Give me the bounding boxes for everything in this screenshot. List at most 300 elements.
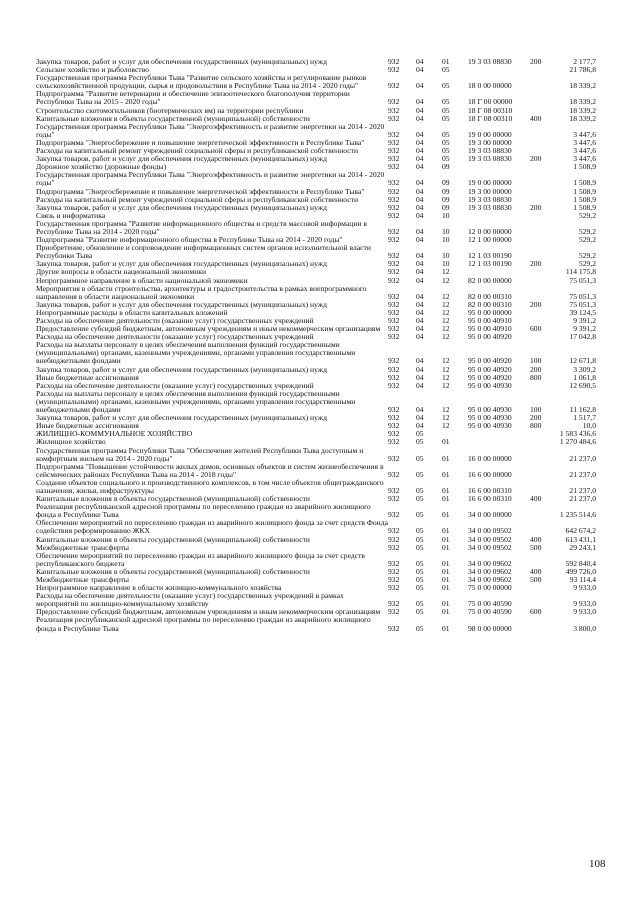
- row-name: Связь и информатика: [36, 210, 106, 220]
- row-expense-type: 800: [530, 421, 542, 431]
- row-amount: 18 339,2: [569, 105, 596, 115]
- row-target-article: 82 0 00 00310: [468, 299, 512, 309]
- row-admin-code: 932: [388, 526, 400, 536]
- row-name: Строительство скотомогильников (биотермических ям) на территории республики: [36, 105, 304, 115]
- row-subsection-code: 12: [442, 316, 450, 325]
- row-amount: 39 124,5: [569, 307, 596, 317]
- row-admin-code: 932: [388, 307, 400, 317]
- row-amount: 114 175,8: [565, 267, 596, 277]
- row-name: Расходы на капитальный ремонт учреждений социальной сферы и республиканской собственности: [36, 194, 359, 204]
- row-expense-type: [530, 519, 554, 535]
- page-number: 108: [589, 858, 606, 870]
- row-name: Капитальные вложения в объекты государственной (муниципальной) собственности: [36, 494, 310, 504]
- row-amount: 3 447,6: [573, 137, 596, 147]
- row-expense-type: [530, 163, 554, 171]
- row-amount: 1 508,9: [573, 162, 596, 172]
- row-admin-code: 932: [388, 299, 400, 309]
- row-target-article: 18 Г 08 00310: [468, 105, 513, 115]
- row-section-code: 04: [416, 364, 424, 374]
- row-target-article: 19 0 00 00000: [468, 178, 512, 188]
- row-name: Реализация республиканской адресной программы по переселению граждан из аварийного жилищного фонда в Республике Тыва: [36, 502, 371, 520]
- row-name: Закупка товаров, работ и услуг для обеспечения государственных (муниципальных) нужд: [36, 413, 327, 423]
- row-subsection-code: 01: [442, 494, 450, 504]
- row-amount: 1 235 514,6: [559, 510, 596, 520]
- row-subsection-code: 12: [442, 275, 450, 285]
- row-admin-code: 932: [388, 291, 400, 301]
- row-admin-code: 932: [388, 332, 400, 342]
- row-target-article: 34 0 00 09502: [468, 534, 512, 544]
- row-admin-code: 932: [388, 186, 400, 196]
- row-subsection-code: 12: [442, 380, 450, 390]
- row-name: Реализация республиканской адресной программы по переселению граждан из аварийного жилищного фонда в Республике Тыва: [36, 615, 371, 633]
- row-amount: 529,2: [578, 251, 596, 261]
- row-subsection-code: 12: [442, 307, 450, 317]
- row-target-article: 12 1 03 00190: [468, 259, 512, 269]
- row-expense-type: 200: [530, 202, 542, 212]
- row-subsection-code: 12: [442, 324, 450, 334]
- row-amount: 21 237,0: [569, 494, 596, 504]
- row-expense-type: [530, 447, 554, 463]
- row-expense-type: [530, 171, 554, 187]
- row-name: Закупка товаров, работ и услуг для обеспечения государственных (муниципальных) нужд: [36, 364, 327, 374]
- row-expense-type: [530, 90, 554, 106]
- row-expense-type: [530, 74, 554, 90]
- row-amount: 9 933,0: [573, 583, 596, 593]
- row-subsection-code: 12: [442, 421, 450, 431]
- row-target-article: 19 3 03 08830: [468, 194, 512, 204]
- row-expense-type: [530, 584, 554, 592]
- row-name: Расходы на обеспечение деятельности (оказание услуг) государственных учреждений: [36, 332, 314, 342]
- table-row: [36, 90, 596, 106]
- row-target-article: [468, 163, 530, 171]
- row-expense-type: 200: [530, 57, 542, 66]
- row-admin-code: 932: [388, 534, 400, 544]
- row-subsection-code: 05: [442, 146, 450, 156]
- row-subsection-code: 05: [442, 97, 450, 107]
- row-admin-code: 932: [388, 494, 400, 504]
- row-subsection-code: 05: [442, 137, 450, 147]
- row-section-code: 05: [416, 453, 424, 463]
- row-expense-type: [530, 285, 554, 301]
- row-section-code: 04: [416, 259, 424, 269]
- row-amount: 529,2: [578, 210, 596, 220]
- row-amount: 17 042,8: [569, 332, 596, 342]
- row-admin-code: 932: [388, 413, 400, 423]
- row-name: Расходы на капитальный ремонт учреждений социальной сферы и республиканской собственности: [36, 146, 359, 156]
- row-name: Непрограммное направление в области национальной экономики: [36, 275, 248, 285]
- row-amount: 1 517,7: [573, 413, 596, 423]
- row-subsection-code: 01: [442, 57, 450, 66]
- row-admin-code: 932: [388, 372, 400, 382]
- row-name: Предоставление субсидий бюджетным, автономным учреждениям и иным некоммерческим организациям: [36, 607, 381, 617]
- row-section-code: 05: [416, 510, 424, 520]
- row-section-code: 04: [416, 251, 424, 261]
- row-section-code: 04: [416, 307, 424, 317]
- row-amount: 21 786,8: [569, 65, 596, 75]
- row-section-code: 04: [416, 113, 424, 123]
- row-section-code: 05: [416, 566, 424, 576]
- row-name: Приобретение, обновление и сопровождение информационных систем органов исполнительной власти Республики Тыва: [36, 243, 371, 261]
- row-subsection-code: 01: [442, 437, 450, 447]
- row-amount: 21 237,0: [569, 469, 596, 479]
- row-amount: 18 339,2: [569, 97, 596, 107]
- row-name: Закупка товаров, работ и услуг для обеспечения государственных (муниципальных) нужд: [36, 57, 327, 66]
- row-admin-code: 932: [388, 583, 400, 593]
- row-admin-code: 932: [388, 599, 400, 609]
- row-admin-code: 932: [388, 316, 400, 325]
- row-section-code: 05: [416, 429, 424, 439]
- row-target-article: 75 0 00 40590: [468, 607, 512, 617]
- row-amount: 1 508,9: [573, 194, 596, 204]
- row-amount: 499 726,0: [565, 566, 596, 576]
- row-name: Закупка товаров, работ и услуг для обеспечения государственных (муниципальных) нужд: [36, 259, 327, 269]
- row-target-article: 95 0 00 00000: [468, 307, 512, 317]
- row-admin-code: 932: [388, 105, 400, 115]
- row-name: Расходы на выплаты персоналу в целях обеспечения выполнения функций государственными (муниципальными) органами, казенными учреждениями, органами управления государственными внебюджетными фондами: [36, 340, 356, 366]
- row-expense-type: 600: [530, 324, 542, 334]
- row-expense-type: 200: [530, 413, 542, 423]
- row-expense-type: 100: [530, 356, 542, 366]
- row-admin-code: 932: [388, 485, 400, 495]
- row-admin-code: 932: [388, 275, 400, 285]
- row-name: Сельское хозяйство и рыболовство: [36, 65, 149, 75]
- row-expense-type: 200: [530, 259, 542, 269]
- row-subsection-code: 01: [442, 599, 450, 609]
- row-subsection-code: 09: [442, 202, 450, 212]
- row-section-code: 05: [416, 494, 424, 504]
- row-name: Расходы на обеспечение деятельности (оказание услуг) государственных учреждений: [36, 316, 314, 325]
- row-section-code: 05: [416, 607, 424, 617]
- row-subsection-code: 05: [442, 65, 450, 75]
- row-amount: 12 690,5: [569, 380, 596, 390]
- row-target-article: 82 0 00 00310: [468, 291, 512, 301]
- row-section-code: 04: [416, 421, 424, 431]
- table-row: [36, 123, 596, 139]
- row-admin-code: 932: [388, 607, 400, 617]
- row-target-article: 34 0 00 09602: [468, 575, 512, 584]
- row-amount: 1 508,9: [573, 202, 596, 212]
- row-admin-code: 932: [388, 510, 400, 520]
- row-subsection-code: 12: [442, 405, 450, 415]
- row-admin-code: 932: [388, 364, 400, 374]
- row-subsection-code: 10: [442, 210, 450, 220]
- row-expense-type: 400: [530, 113, 542, 123]
- row-section-code: 04: [416, 105, 424, 115]
- row-subsection-code: 10: [442, 259, 450, 269]
- row-expense-type: [530, 212, 554, 220]
- row-name: Капитальные вложения в объекты государственной (муниципальной) собственности: [36, 113, 310, 123]
- row-target-article: 75 0 00 00000: [468, 583, 512, 593]
- row-target-article: 95 0 00 40930: [468, 380, 512, 390]
- row-subsection-code: 12: [442, 372, 450, 382]
- row-target-article: 16 0 00 00000: [468, 453, 512, 463]
- row-expense-type: 500: [530, 575, 542, 584]
- row-subsection-code: 01: [442, 566, 450, 576]
- row-target-article: 16 6 00 00000: [468, 469, 512, 479]
- row-amount: 592 840,4: [565, 558, 596, 568]
- row-subsection-code: 01: [442, 558, 450, 568]
- row-subsection-code: 01: [442, 469, 450, 479]
- row-section-code: 04: [416, 235, 424, 245]
- row-target-article: 19 3 03 08830: [468, 154, 512, 164]
- row-admin-code: 932: [388, 259, 400, 269]
- row-target-article: 34 0 00 09602: [468, 566, 512, 576]
- table-row: [36, 463, 596, 479]
- row-amount: 29 243,1: [569, 542, 596, 552]
- row-amount: 21 237,0: [569, 485, 596, 495]
- row-section-code: 04: [416, 413, 424, 423]
- row-amount: 3 800,0: [573, 623, 596, 633]
- row-target-article: 34 0 00 09502: [468, 526, 512, 536]
- row-amount: 21 237,0: [569, 453, 596, 463]
- row-section-code: 04: [416, 202, 424, 212]
- table-row: [36, 479, 596, 495]
- row-subsection-code: 12: [442, 364, 450, 374]
- row-target-article: 95 0 00 40920: [468, 332, 512, 342]
- row-target-article: [468, 438, 530, 446]
- row-subsection-code: 12: [442, 356, 450, 366]
- row-name: Капитальные вложения в объекты государственной (муниципальной) собственности: [36, 566, 310, 576]
- row-amount: 18 339,2: [569, 113, 596, 123]
- row-target-article: 34 0 00 00000: [468, 510, 512, 520]
- row-section-code: 05: [416, 437, 424, 447]
- row-expense-type: [530, 236, 554, 244]
- row-amount: 12 671,8: [569, 356, 596, 366]
- row-target-article: 95 0 00 40920: [468, 372, 512, 382]
- row-target-article: 95 0 00 40930: [468, 413, 512, 423]
- row-name: Иные бюджетные ассигнования: [36, 372, 139, 382]
- table-row: [36, 171, 596, 187]
- row-admin-code: 932: [388, 575, 400, 584]
- row-admin-code: 932: [388, 324, 400, 334]
- row-subsection-code: 12: [442, 332, 450, 342]
- row-name: Дорожное хозяйство (дорожные фонды): [36, 162, 167, 172]
- row-amount: 529,2: [578, 259, 596, 269]
- table-row: [36, 552, 596, 568]
- row-target-article: 18 0 00 00000: [468, 81, 512, 91]
- row-amount: 11 162,8: [569, 405, 596, 415]
- row-expense-type: [530, 592, 554, 608]
- row-expense-type: 200: [530, 154, 542, 164]
- row-target-article: 95 0 00 40930: [468, 405, 512, 415]
- row-expense-type: [530, 503, 554, 519]
- row-section-code: 04: [416, 210, 424, 220]
- row-admin-code: 932: [388, 97, 400, 107]
- row-target-article: 98 0 00 00000: [468, 623, 512, 633]
- row-target-article: 18 Г 08 00310: [468, 113, 513, 123]
- row-section-code: 04: [416, 186, 424, 196]
- row-name: Непрограммное направление в области жилищно-коммунального хозяйства: [36, 583, 282, 593]
- row-section-code: 04: [416, 324, 424, 334]
- row-section-code: 05: [416, 558, 424, 568]
- row-target-article: 95 0 00 40920: [468, 364, 512, 374]
- row-subsection-code: 09: [442, 178, 450, 188]
- row-admin-code: 932: [388, 194, 400, 204]
- row-admin-code: 932: [388, 566, 400, 576]
- budget-table-body: [36, 58, 596, 633]
- row-section-code: 04: [416, 226, 424, 236]
- row-admin-code: 932: [388, 623, 400, 633]
- row-subsection-code: 12: [442, 291, 450, 301]
- row-expense-type: [530, 244, 554, 260]
- row-section-code: 04: [416, 332, 424, 342]
- table-row: [36, 503, 596, 519]
- row-target-article: 19 3 03 08830: [468, 57, 512, 66]
- row-target-article: 34 0 00 09502: [468, 542, 512, 552]
- row-expense-type: [530, 139, 554, 147]
- row-subsection-code: 01: [442, 510, 450, 520]
- row-name: Закупка товаров, работ и услуг для обеспечения государственных (муниципальных) нужд: [36, 202, 327, 212]
- row-section-code: 05: [416, 542, 424, 552]
- row-expense-type: [530, 616, 554, 632]
- row-admin-code: 932: [388, 405, 400, 415]
- row-admin-code: 932: [388, 178, 400, 188]
- row-amount: 642 674,2: [565, 526, 596, 536]
- row-admin-code: 932: [388, 380, 400, 390]
- row-subsection-code: 01: [442, 534, 450, 544]
- row-expense-type: [530, 268, 554, 276]
- row-name: Непрограммные расходы в области капитальных вложений: [36, 307, 228, 317]
- budget-table: [36, 58, 596, 633]
- table-row: [36, 519, 596, 535]
- row-expense-type: 200: [530, 364, 542, 374]
- row-admin-code: 932: [388, 251, 400, 261]
- row-admin-code: 932: [388, 202, 400, 212]
- row-expense-type: [530, 123, 554, 139]
- row-target-article: 95 0 00 40930: [468, 421, 512, 431]
- row-admin-code: 932: [388, 146, 400, 156]
- table-row: [36, 204, 596, 212]
- row-section-code: 04: [416, 299, 424, 309]
- row-name: Государственная программа Республики Тыва "Развитие сельского хозяйства и регулирование рынков сельскохозяйственной продукции, сырья и продовольствия в Республике Тыва на 2014 - 2020 годы": [36, 73, 367, 91]
- row-amount: 75 051,3: [569, 291, 596, 301]
- row-subsection-code: 01: [442, 526, 450, 536]
- row-amount: 2 177,7: [573, 57, 596, 66]
- row-section-code: 05: [416, 623, 424, 633]
- row-expense-type: [530, 479, 554, 495]
- row-section-code: 05: [416, 599, 424, 609]
- row-expense-type: 500: [530, 542, 542, 552]
- row-amount: 9 391,2: [573, 316, 596, 325]
- row-expense-type: 800: [530, 372, 542, 382]
- row-subsection-code: 05: [442, 113, 450, 123]
- row-subsection-code: 09: [442, 194, 450, 204]
- row-target-article: 12 0 00 00000: [468, 226, 512, 236]
- row-target-article: 82 0 00 00000: [468, 275, 512, 285]
- row-section-code: 04: [416, 146, 424, 156]
- row-section-code: 05: [416, 575, 424, 584]
- row-expense-type: 200: [530, 299, 542, 309]
- table-row: [36, 244, 596, 260]
- row-section-code: 04: [416, 137, 424, 147]
- row-name: Государственная программа "Развитие информационного общества и средств массовой информации в Республике Тыва на 2014 - 2020 годы": [36, 218, 367, 236]
- row-section-code: 04: [416, 65, 424, 75]
- row-name: Расходы на обеспечение деятельности (оказание услуг) государственных учреждений в рамках мероприятий по жилищно-коммунальному хозяйству: [36, 591, 344, 609]
- row-amount: 613 431,1: [565, 534, 596, 544]
- row-target-article: 19 3 03 08830: [468, 146, 512, 156]
- row-name: Подпрограмма "Повышение устойчивости жилых домов, основных объектов и систем жизнеобеспечения в сейсмических районах Республики Тыва на 2014 - 2018 годы": [36, 461, 384, 479]
- row-expense-type: [530, 438, 554, 446]
- table-row: [36, 430, 596, 438]
- row-expense-type: 400: [530, 534, 542, 544]
- row-name: Межбюджетные трансферты: [36, 575, 129, 584]
- row-section-code: 04: [416, 81, 424, 91]
- row-admin-code: 932: [388, 113, 400, 123]
- row-admin-code: 932: [388, 154, 400, 164]
- row-section-code: 04: [416, 316, 424, 325]
- row-expense-type: [530, 333, 554, 341]
- row-admin-code: 932: [388, 437, 400, 447]
- row-section-code: 04: [416, 275, 424, 285]
- row-name: Межбюджетные трансферты: [36, 542, 129, 552]
- row-admin-code: 932: [388, 421, 400, 431]
- row-subsection-code: 09: [442, 162, 450, 172]
- row-target-article: 95 0 00 40910: [468, 316, 512, 325]
- row-subsection-code: 10: [442, 226, 450, 236]
- row-expense-type: [530, 220, 554, 236]
- row-target-article: 12 1 03 00190: [468, 251, 512, 261]
- row-admin-code: 932: [388, 57, 400, 66]
- row-target-article: [468, 430, 530, 438]
- row-name: Государственная программа Республики Тыва "Энергоэффективность и развитие энергетики на 2014 - 2020 годы": [36, 170, 385, 188]
- row-subsection-code: 01: [442, 485, 450, 495]
- row-subsection-code: 01: [442, 575, 450, 584]
- row-amount: 9 933,0: [573, 607, 596, 617]
- row-amount: 18 339,2: [569, 81, 596, 91]
- row-expense-type: [530, 277, 554, 285]
- row-expense-type: [530, 463, 554, 479]
- row-target-article: 19 3 00 00000: [468, 186, 512, 196]
- row-section-code: 04: [416, 129, 424, 139]
- row-section-code: 04: [416, 267, 424, 277]
- row-amount: 529,2: [578, 235, 596, 245]
- row-admin-code: 932: [388, 162, 400, 172]
- row-name: Подпрограмма "Развитие информационного общества в Республике Тыва на 2014 - 2020 годы": [36, 235, 343, 245]
- row-section-code: 04: [416, 356, 424, 366]
- row-name: Расходы на выплаты персоналу в целях обеспечения выполнения функций государственными (муниципальными) органами, казенными учреждениями, органами управления государственными внебюджетными фондами: [36, 388, 356, 415]
- row-subsection-code: 12: [442, 413, 450, 423]
- row-target-article: 18 Г 00 00000: [468, 97, 513, 107]
- row-subsection-code: 01: [442, 542, 450, 552]
- row-admin-code: 932: [388, 210, 400, 220]
- row-name: Другие вопросы в области национальной экономики: [36, 267, 207, 277]
- row-subsection-code: 10: [442, 251, 450, 261]
- row-expense-type: 600: [530, 607, 542, 617]
- row-section-code: 04: [416, 405, 424, 415]
- row-name: Подпрограмма "Энергосбережение и повышение энергетической эффективности в Республике Тыва": [36, 186, 365, 196]
- row-amount: 75 051,3: [569, 299, 596, 309]
- row-target-article: 16 6 00 00310: [468, 485, 512, 495]
- row-subsection-code: 12: [442, 267, 450, 277]
- row-name: Иные бюджетные ассигнования: [36, 421, 139, 431]
- row-admin-code: 932: [388, 356, 400, 366]
- row-admin-code: 932: [388, 453, 400, 463]
- row-name: Капитальные вложения в объекты государственной (муниципальной) собственности: [36, 534, 310, 544]
- row-subsection-code: 05: [442, 105, 450, 115]
- row-subsection-code: 01: [442, 623, 450, 633]
- row-amount: 93 114,4: [569, 575, 596, 584]
- row-admin-code: 932: [388, 129, 400, 139]
- row-name: Предоставление субсидий бюджетным, автономным учреждениям и иным некоммерческим организациям: [36, 324, 381, 334]
- row-subsection-code: 01: [442, 583, 450, 593]
- row-name: ЖИЛИЩНО-КОММУНАЛЬНОЕ ХОЗЯЙСТВО: [36, 429, 193, 439]
- row-amount: 1 508,9: [573, 178, 596, 188]
- row-amount: 1 270 484,6: [559, 437, 596, 447]
- row-name: Подпрограмма "Развитие ветеринарии и обеспечение эпизоотического благополучия территории Республики Тыва на 2015 - 2020 годы": [36, 89, 350, 107]
- row-name: Государственная программа Республики Тыва "Энергоэффективность и развитие энергетики на 2014 - 2020 годы": [36, 121, 385, 139]
- row-expense-type: 400: [530, 566, 542, 576]
- row-section-code: 05: [416, 485, 424, 495]
